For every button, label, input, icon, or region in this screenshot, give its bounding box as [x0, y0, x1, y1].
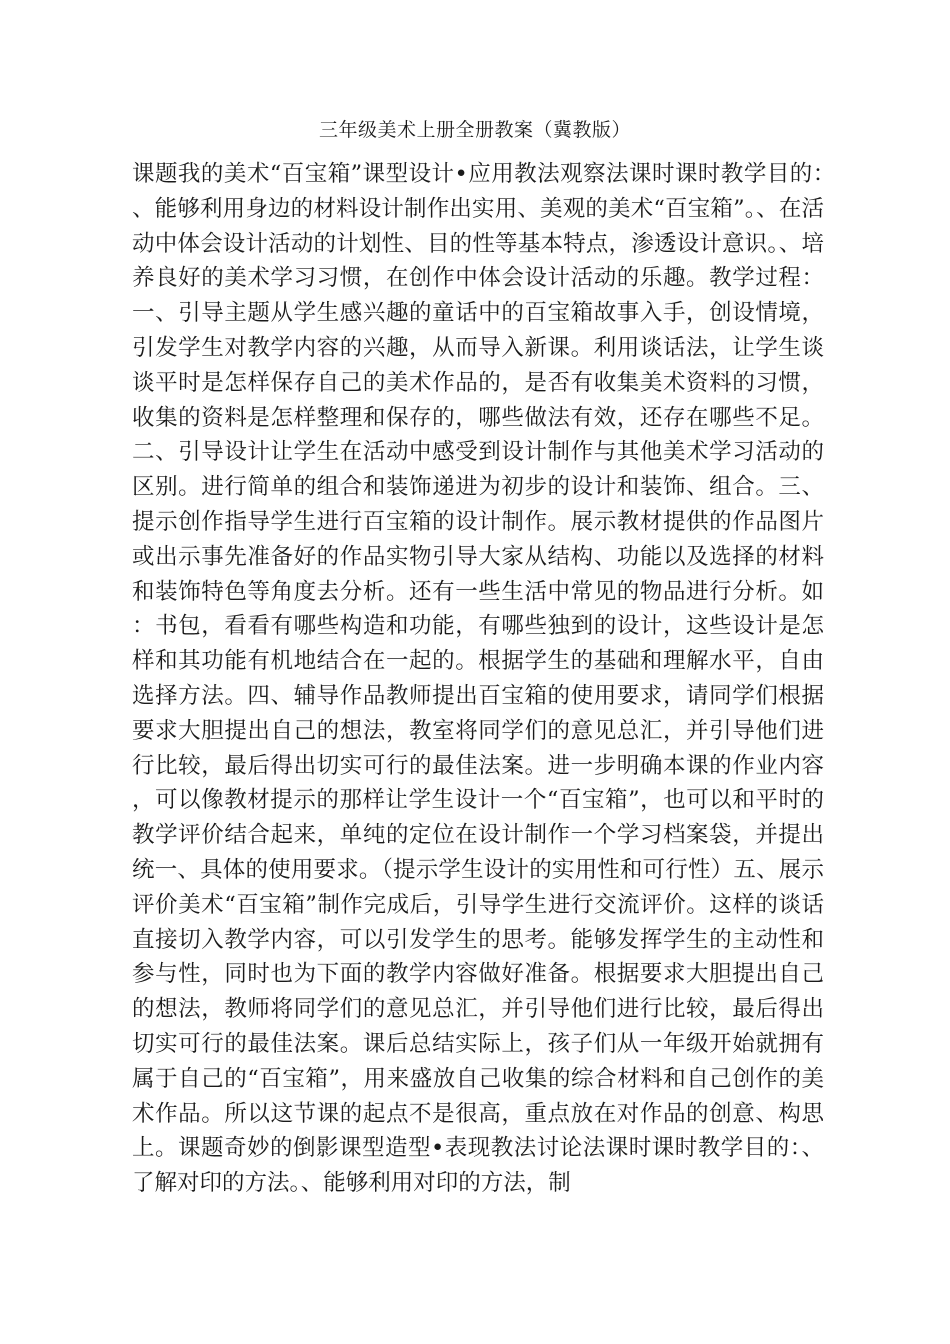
document-body-text: 课题我的美术“百宝箱”课型设计•应用教法观察法课时课时教学目的：、能够利用身边的材料设计制作出实用、美观的美术“百宝箱”。、在活动中体会设计活动的计划性、目的性等基本特点，渗透设计意识。、培养良好的美术学习习惯，在创作中体会设计活动的乐趣。教学过程：一、引导主题从学生感兴趣的童话中的百宝箱故事入手，创设情境，引发学生对教学内容的兴趣，从而导入新课。利用谈话法，让学生谈谈平时是怎样保存自己的美术作品的，是否有收集美术资料的习惯，收集的资料是怎样整理和保存的，哪些做法有效，还存在哪些不足。二、引导设计让学生在活动中感受到设计制作与其他美术学习活动的区别。进行简单的组合和装饰递进为初步的设计和装饰、组合。三、提示创作指导学生进行百宝箱的设计制作。展示教材提供的作品图片或出示事先准备好的作品实物引导大家从结构、功能以及选择的材料和装饰特色等角度去分析。还有一些生活中常见的物品进行分析。如：书包，看看有哪些构造和功能，有哪些独到的设计，这些设计是怎样和其功能有机地结合在一起的。根据学生的基础和理解水平，自由选择方法。四、辅导作品教师提出百宝箱的使用要求，请同学们根据要求大胆提出自己的想法，教室将同学们的意见总汇，并引导他们进行比较，最后得出切实可行的最佳法案。进一步明确本课的作业内容，可以像教材提示的那样让学生设计一个“百宝箱”，也可以和平时的教学评价结合起来，单纯的定位在设计制作一个学习档案袋，并提出统一、具体的使用要求。（提示学生设计的实用性和可行性）五、展示评价美术“百宝箱”制作完成后，引导学生进行交流评价。这样的谈话直接切入教学内容，可以引发学生的思考。能够发挥学生的主动性和参与性，同时也为下面的教学内容做好准备。根据要求大胆提出自己的想法，教师将同学们的意见总汇，并引导他们进行比较，最后得出切实可行的最佳法案。课后总结实际上，孩子们从一年级开始就拥有属于自己的“百宝箱”，用来盛放自己收集的综合材料和自己创作的美术作品。所以这节课的起点不是很高，重点放在对作品的创意、构思上。课题奇妙的倒影课型造型•表现教法讨论法课时课时教学目的：、了解对印的方法。、能够利用对印的方法，制: [132, 161, 824, 1197]
document-title: 三年级美术上册全册教案（冀教版）: [318, 119, 631, 141]
